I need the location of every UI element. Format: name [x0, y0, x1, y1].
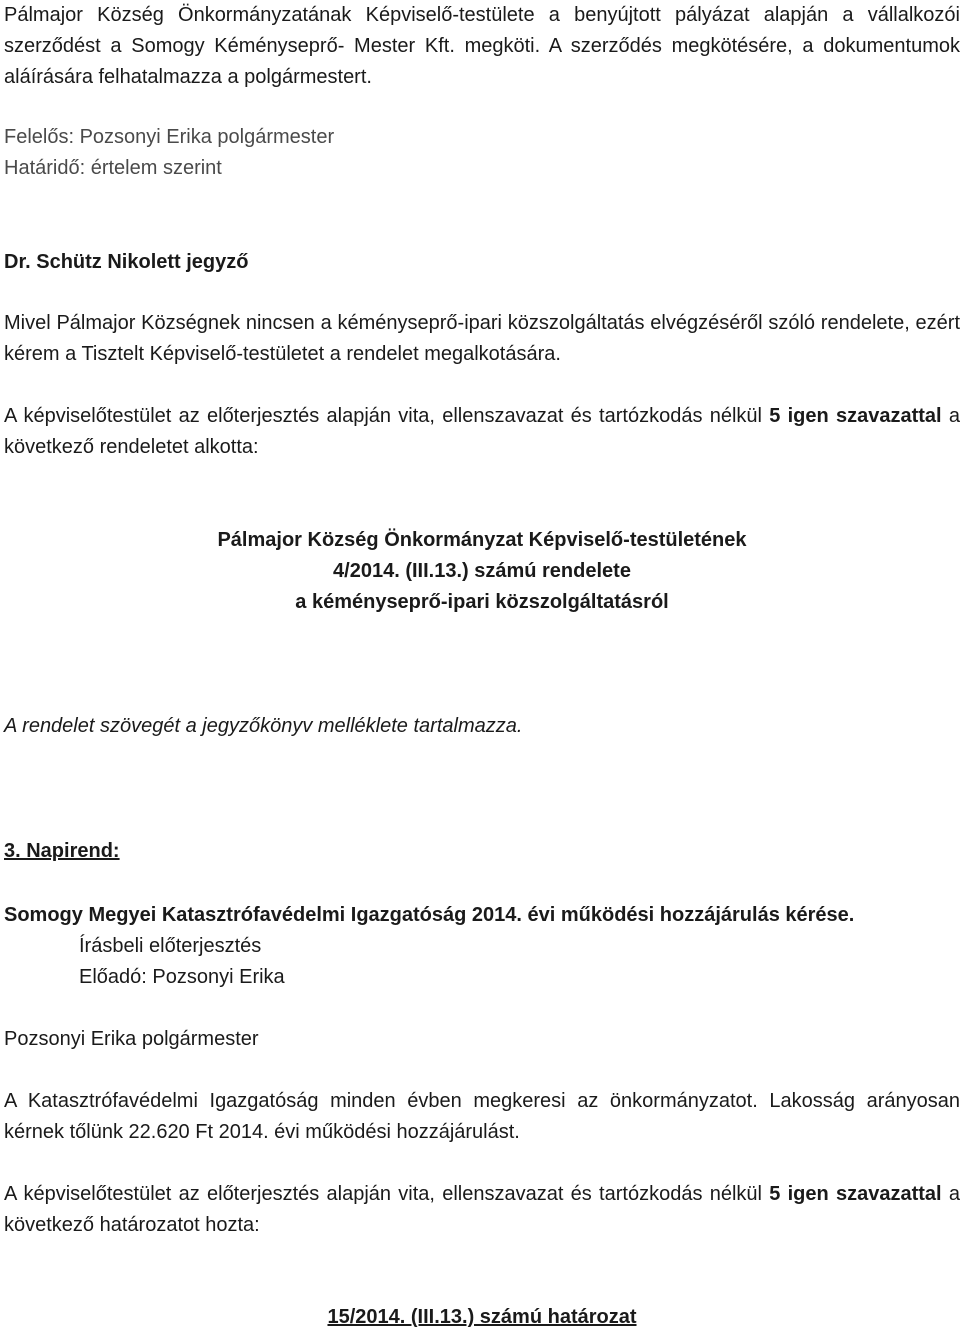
- responsible-line: Felelős: Pozsonyi Erika polgármester: [4, 126, 335, 148]
- paragraph-contribution: A Katasztrófavédelmi Igazgatóság minden évben megkeresi az önkormányzatot. Lakosság arányosan kérnek tőlünk 22.620 Ft 2014. évi működési hozzájárulást.: [4, 1090, 960, 1143]
- vote-count: 5 igen: [769, 1183, 829, 1205]
- deadline-line: Határidő: értelem szerint: [4, 157, 222, 179]
- resolution-title: [4, 1302, 960, 1333]
- paragraph-contract-authorization: Pálmajor Község Önkormányzatának Képviselő-testülete a benyújtott pályázat alapján a vállalkozói szerződést a Somogy Kéményseprő- Mester Kft. megköti. A szerződés megkötésére, a dokumentumok aláírására felhatalmazza a polgármestert.: [4, 4, 960, 88]
- speaker-mayor: Pozsonyi Erika polgármester: [4, 1028, 259, 1050]
- vote-word: szavazattal: [835, 405, 942, 427]
- resolution-title-text: 15/2014. (III.13.) számú határozat: [327, 1306, 637, 1328]
- vote-count: 5 igen: [769, 405, 829, 427]
- vote-text-before: A képviselőtestület az előterjesztés alapján vita, ellenszavazat és tartózkodás nélkül: [4, 405, 770, 427]
- vote-paragraph-1: [4, 401, 960, 463]
- agenda-heading: [4, 836, 960, 867]
- speaker-notary: Dr. Schütz Nikolett jegyző: [4, 251, 249, 273]
- decree-title-line-1: Pálmajor Község Önkormányzat Képviselő-testületének: [217, 529, 747, 551]
- paragraph-chimney-decree-request: Mivel Pálmajor Községnek nincsen a kéményseprő-ipari közszolgáltatás elvégzéséről szóló rendelete, ezért kérem a Tisztelt Képviselő-testületet a rendelet megalkotására.: [4, 312, 960, 365]
- decree-title-line-2: 4/2014. (III.13.) számú rendelete: [333, 560, 631, 582]
- agenda-presenter: Előadó: Pozsonyi Erika: [79, 966, 285, 988]
- decree-title-line-3: a kéményseprő-ipari közszolgáltatásról: [295, 591, 669, 613]
- vote-text-after: a következő rendeletet alkotta:: [4, 405, 960, 458]
- vote-word: szavazattal: [835, 1183, 942, 1205]
- vote-text-after: a következő határozatot hozta:: [4, 1183, 960, 1236]
- vote-paragraph-2: [4, 1179, 960, 1241]
- decree-annex-note: A rendelet szövegét a jegyzőkönyv melléklete tartalmazza.: [4, 715, 523, 737]
- decree-title: [4, 525, 960, 618]
- vote-text-before: A képviselőtestület az előterjesztés alapján vita, ellenszavazat és tartózkodás nélkül: [4, 1183, 770, 1205]
- agenda-written-proposal: Írásbeli előterjesztés: [79, 935, 262, 957]
- agenda-heading-text: 3. Napirend:: [4, 840, 120, 862]
- agenda-subject: Somogy Megyei Katasztrófavédelmi Igazgatóság 2014. évi működési hozzájárulás kérése.: [4, 904, 855, 926]
